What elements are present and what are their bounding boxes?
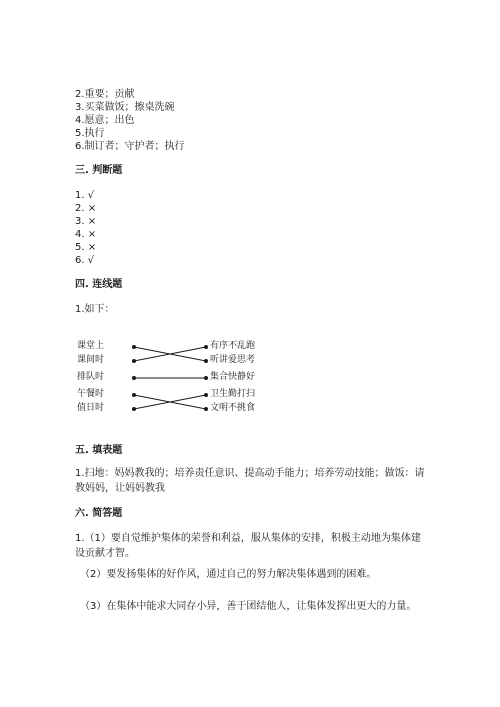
judgement-answer: 4. × <box>75 229 97 240</box>
judgement-answer: 3. × <box>75 216 97 227</box>
left-dot <box>132 376 136 380</box>
answer-line: 5.执行 <box>75 128 105 139</box>
short-answer-1: 1.（1）要自觉维护集体的荣誉和利益，服从集体的安排，积极主动地为集体建设贡献才智。 <box>75 533 421 559</box>
fill-table-answer: 1.扫地：妈妈教我的；培养责任意识、提高动手能力；培养劳动技能；做饭：请教妈妈，让妈妈教我 <box>75 468 425 494</box>
right-dot <box>204 407 208 411</box>
short-answer-2: （2）要发扬集体的好作风，通过自己的努力解决集体遇到的困难。 <box>80 569 377 580</box>
right-item: 卫生勤打扫 <box>210 389 256 399</box>
left-item: 午餐时 <box>77 389 105 399</box>
section-heading-fill-table: 五. 填表题 <box>75 445 123 456</box>
right-dot <box>204 359 208 363</box>
answer-line: 3.买菜做饭；擦桌洗碗 <box>75 102 175 113</box>
judgement-answer: 5. × <box>75 242 97 253</box>
left-item: 值日时 <box>77 403 105 413</box>
answer-line: 4.愿意；出色 <box>75 115 135 126</box>
judgement-answer: 6. √ <box>75 255 95 266</box>
left-item: 课间时 <box>77 355 105 365</box>
right-dot <box>204 393 208 397</box>
right-item: 文明不挑食 <box>210 403 256 413</box>
matching-intro: 1.如下： <box>75 304 115 315</box>
right-item: 有序不乱跑 <box>210 341 256 351</box>
left-dot <box>132 393 136 397</box>
section-heading-judgement: 三. 判断题 <box>75 165 123 176</box>
section-heading-short-answer: 六. 简答题 <box>75 508 123 519</box>
right-item: 集合快静好 <box>210 372 256 382</box>
right-dot <box>204 345 208 349</box>
left-item: 排队时 <box>77 372 105 382</box>
short-answer-3: （3）在集体中能求大同存小异，善于团结他人，让集体发挥出更大的力量。 <box>80 601 417 612</box>
answer-line: 6.制订者；守护者；执行 <box>75 141 185 152</box>
left-dot <box>132 359 136 363</box>
judgement-answer: 2. × <box>75 203 97 214</box>
judgement-answer: 1. √ <box>75 190 95 201</box>
left-dot <box>132 345 136 349</box>
left-item: 课堂上 <box>77 341 105 351</box>
right-item: 听讲爱思考 <box>210 355 256 365</box>
section-heading-matching: 四. 连线题 <box>75 279 123 290</box>
answer-line: 2.重要；贡献 <box>75 89 135 100</box>
right-dot <box>204 376 208 380</box>
left-dot <box>132 407 136 411</box>
